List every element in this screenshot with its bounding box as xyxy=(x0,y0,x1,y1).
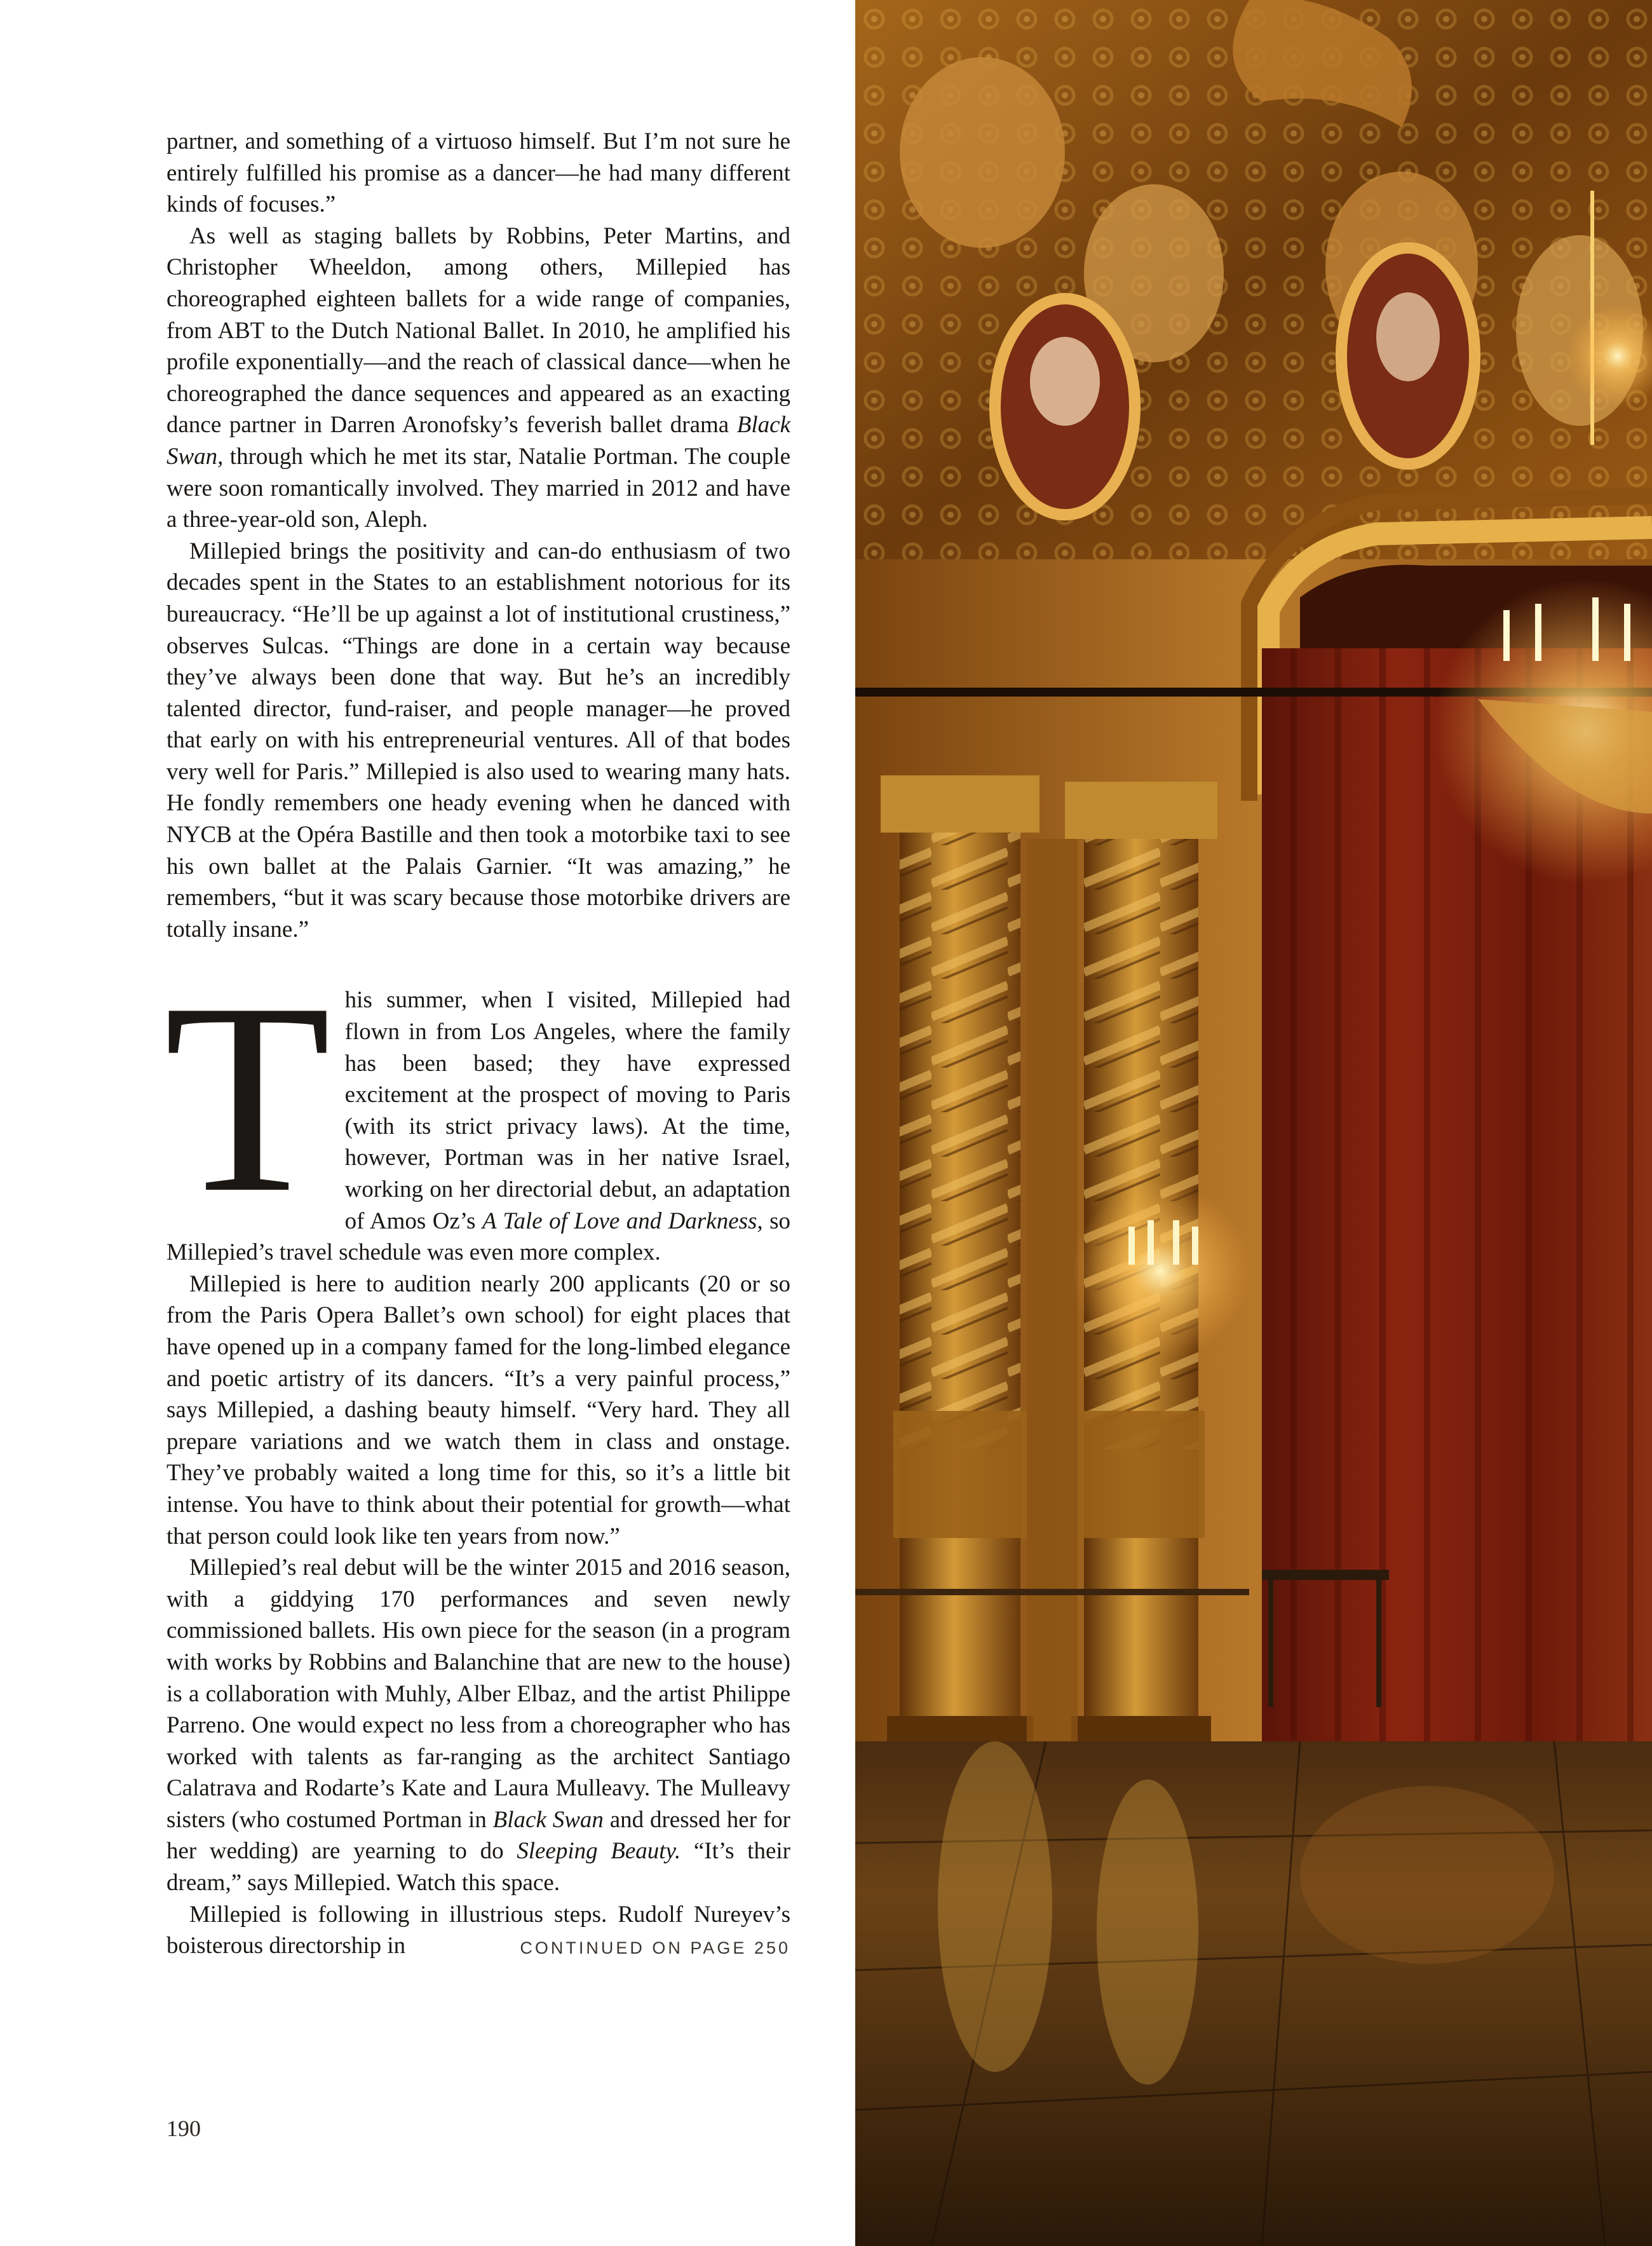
paragraph: Millepied is here to audition nearly 200 applicants (20 or so from the Paris Opera Ballet’s own school) for eight places that have opened up in a company famed for the long-limbed elegance and poetic artistry of its dancers. “It’s a very painful process,” says Millepied, a dashing beauty himself. “Very hard. They all prepare variations and we watch them in class and onstage. They’ve probably waited a long time for this, so it’s a little bit intense. You have to think about their potential for growth—what that person could look like ten years from now.” xyxy=(166,1270,790,1549)
opera-studio-photo xyxy=(855,0,1652,2246)
paragraph: Millepied’s real debut will be the winter 2015 and 2016 season, with a giddying 170 performances and seven newly commissioned ballets. His own piece for the season (in a program with works by Robbins and Balanchine that are new to the house) is a collaboration with Muhly, Alber Elbaz, and the artist Philippe Parreno. One would expect no less from a choreographer who has worked with talents as far-ranging as the architect Santiago Calatrava and Rodarte’s Kate and Laura Mulleavy. The Mulleavy sisters (who costumed Portman in Black Swan and dressed her for her wedding) are yearning to do Sleeping Beauty. “It’s their dream,” says Millepied. Watch this space. xyxy=(166,1555,790,1896)
drop-cap: T xyxy=(164,947,331,1250)
ballet-title: Sleeping Beauty. xyxy=(517,1838,681,1865)
paragraph-dropcap: This summer, when I visited, Millepied had flown in from Los Angeles, where the family has been based; they have expressed excitement at the prospect of moving to Paris (with its strict privacy laws). At the time, however, Portman was in her native Israel, working on her directorial debut, an adaptation of Amos Oz’s A Tale of Love and Darkness, so Millepied’s travel schedule was even more complex. xyxy=(164,947,791,1266)
page-number: 190 xyxy=(166,2116,201,2141)
film-title: Black Swan, xyxy=(166,412,790,470)
paragraph: Millepied is following in illustrious steps. Rudolf Nureyev’s boisterous directorship in CONTINUED ON PAGE 250 xyxy=(166,1899,790,1962)
article-body xyxy=(166,126,790,1964)
paragraph: partner, and something of a virtuoso himself. But I’m not sure he entirely fulfilled his promise as a dancer—he had many different kinds of focuses.” xyxy=(166,128,790,218)
book-title: A Tale of Love and Darkness, xyxy=(482,1208,763,1234)
paragraph: Millepied brings the positivity and can-do enthusiasm of two decades spent in the States to an establishment notorious for its bureaucracy. “He’ll be up against a lot of institutional crustiness,” observes Sulcas. “Things are done in a certain way because they’ve always been done that way. But he’s an incredibly talented director, fund-raiser, and people manager—he proved that early on with his entrepreneurial ventures. All of that bodes very well for Paris.” Millepied is also used to wearing many hats. He fondly remembers one heady evening when he danced with NYCB at the Opéra Bastille and then took a motorbike taxi to see his own ballet at the Palais Garnier. “It was amazing,” he remembers, “but it was scary because those motorbike drivers are totally insane.” xyxy=(166,538,790,943)
continued-jump-line: CONTINUED ON PAGE 250 xyxy=(520,1938,790,1958)
film-title: Black Swan xyxy=(492,1806,604,1833)
paragraph: As well as staging ballets by Robbins, Peter Martins, and Christopher Wheeldon, among others, Millepied has choreographed eighteen ballets for a wide range of companies, from ABT to the Dutch National Ballet. In 2010, he amplified his profile exponentially—and the reach of classical dance—when he choreographed the dance sequences and appeared as an exacting dance partner in Darren Aronofsky’s feverish ballet drama Black Swan, through which he met its star, Natalie Portman. The couple were soon romantically involved. They married in 2012 and have a three-year-old son, Aleph. xyxy=(166,222,790,533)
